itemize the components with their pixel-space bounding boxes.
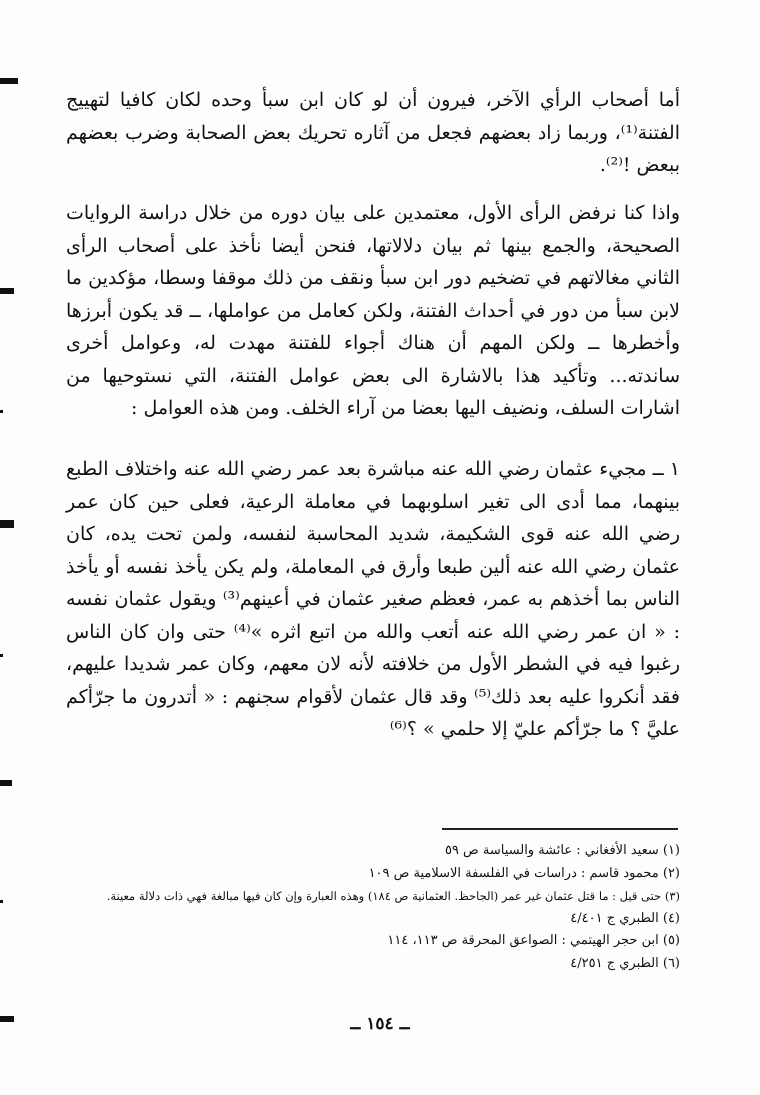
scan-edge-mark <box>0 780 12 786</box>
paragraph-3 <box>66 453 680 746</box>
paragraph-2 <box>66 197 680 425</box>
scan-edge-mark <box>0 410 3 413</box>
scan-edge-mark <box>0 78 18 84</box>
footnote-3: (٣) حتى قيل : ما قتل عثمان غير عمر (الجاحظ. العثمانية ص ١٨٤) وهذه العبارة وإن كان فيها مبالغة فهي ذات دلالة معينة. <box>106 889 680 903</box>
scan-edge-mark <box>0 1016 14 1022</box>
scan-edge-mark <box>0 654 3 657</box>
footnote-5: (٥) ابن حجر الهيتمي : الصواعق المحرقة ص ١١٣، ١١٤ <box>387 933 680 948</box>
footnote-2: (٢) محمود قاسم : دراسات في الفلسفة الاسلامية ص ١٠٩ <box>368 865 680 881</box>
scan-edge-mark <box>0 520 14 528</box>
footnote-4: (٤) الطبري ج ٤/٤٠١ <box>570 910 680 926</box>
paragraph-1 <box>66 84 680 182</box>
paragraph-text: ١ ــ مجيء عثمان رضي الله عنه مباشرة بعد عمر رضي الله عنه واختلاف الطبع بينهما، مما أدى الى تغير اسلوبهما في معاملة الرعية، فعلى حين كان عمر رضي الله عنه قوى الشكيمة، شديد المحاسبة لنفسه، ولمن تحت يده، كان عثمان رضي الله عنه ألين طبعا وأرق في المعاملة، ولم يكن يأخذ نفسه أو يأخذ الناس بما أخذهم به عمر، فعظم صغير عثمان في أعينهم⁽³⁾ ويقول عثمان نفسه : « ان عمر رضي الله عنه أتعب والله من اتبع اثره »⁽⁴⁾ حتى وان كان الناس رغبوا فيه في الشطر الأول من خلافته لأنه لان معهم، وكان عمر شديدا عليهم، فقد أنكروا عليه بعد ذلك⁽⁵⁾ وقد قال عثمان لأقوام سجنهم : « أتدرون ما جرّأكم عليَّ ؟ ما جرّأكم عليّ إلا حلمي » ؟⁽⁶⁾ <box>66 458 681 740</box>
scan-edge-mark <box>0 900 3 903</box>
page-number: ــ ١٥٤ ــ <box>350 1014 410 1034</box>
footnote-6: (٦) الطبري ج ٤/٢٥١ <box>570 955 680 971</box>
paragraph-text: واذا كنا نرفض الرأى الأول، معتمدين على بيان دوره من خلال دراسة الروايات الصحيحة، والجمع بينها ثم بيان دلالاتها، فنحن أيضا نأخذ على أصحاب الرأى الثاني مغالاتهم في تضخيم دور ابن سبأ ونقف من ذلك موقفا وسطا، مؤكدين ما لابن سبأ من دور في أحداث الفتنة، ولكن كعامل من عواملها، ــ قد يكون أبرزها وأخطرها ــ ولكن المهم أن هناك أجواء للفتنة مهدت له، وعوامل أخرى ساندته... وتأكيد هذا بالاشارة الى بعض عوامل الفتنة، التي نستوحيها من اشارات السلف، ونضيف اليها بعضا من آراء الخلف. ومن هذه العوامل : <box>66 202 680 419</box>
scan-edge-mark <box>0 288 14 294</box>
footnote-divider <box>442 828 678 830</box>
footnote-1: (١) سعيد الأفغاني : عائشة والسياسة ص ٥٩ <box>444 843 680 858</box>
paragraph-text: أما أصحاب الرأي الآخر، فيرون أن لو كان ابن سبأ وحده لكان كافيا لتهييج الفتنة⁽¹⁾، وربما زاد بعضهم فجعل من آثاره تحريك بعض الصحابة وضرب بعضهم ببعض !⁽²⁾. <box>66 89 680 176</box>
footnotes <box>40 840 680 975</box>
